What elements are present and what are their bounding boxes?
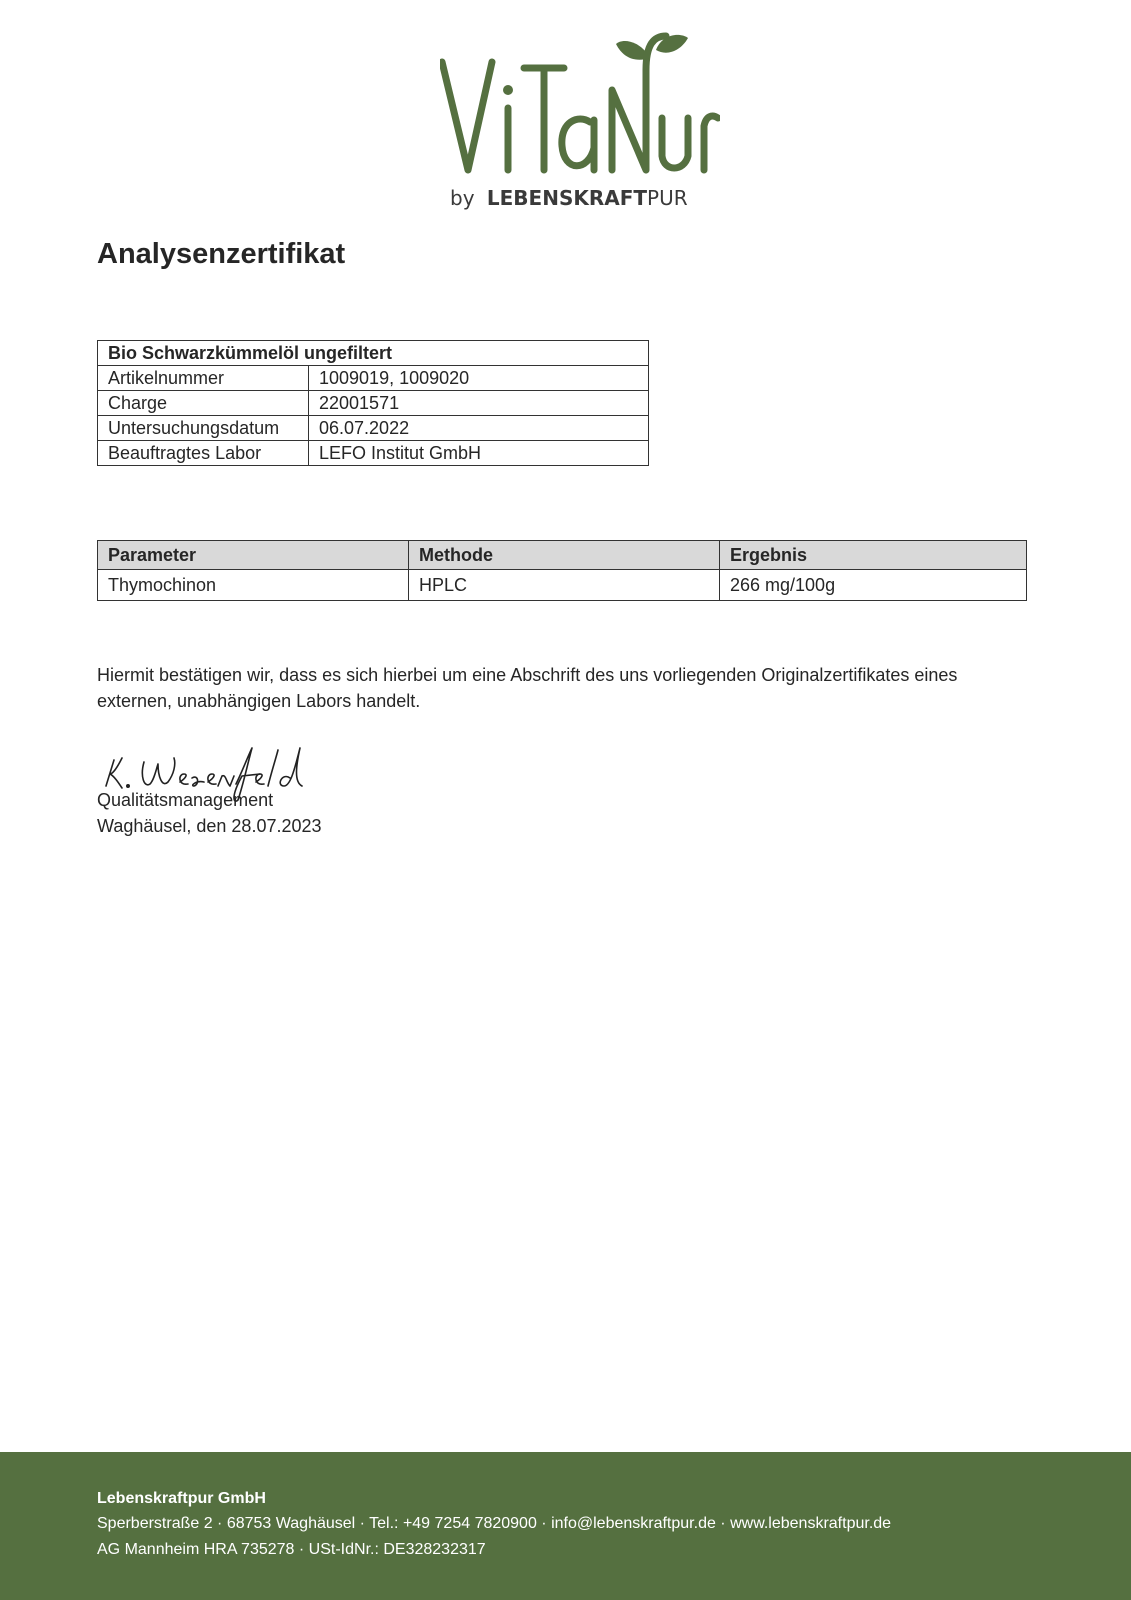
cell-method: HPLC [409, 570, 720, 601]
row-value: LEFO Institut GmbH [309, 441, 649, 466]
product-info-table [97, 340, 649, 466]
table-row [98, 341, 649, 366]
svg-text:by LEBENSKRAFTPUR [450, 186, 688, 210]
table-row [98, 366, 649, 391]
product-name: Bio Schwarzkümmelöl ungefiltert [98, 341, 649, 366]
header-method: Methode [409, 541, 720, 570]
logo-tagline-brand: LEBENSKRAFT [486, 186, 648, 210]
footer-address: Sperberstraße 2 · 68753 Waghäusel · Tel.: +49 7254 7820900 · info@lebenskraftpur.de · www.lebenskraftpur.de [97, 1515, 892, 1532]
header-result: Ergebnis [720, 541, 1027, 570]
cell-result: 266 mg/100g [720, 570, 1027, 601]
row-label: Beauftragtes Labor [98, 441, 309, 466]
place-and-date: Waghäusel, den 28.07.2023 [97, 816, 322, 836]
table-row [98, 416, 649, 441]
row-label: Charge [98, 391, 309, 416]
footer-company: Lebenskraftpur GmbH [97, 1490, 266, 1507]
page-title: Analysenzertifikat [97, 238, 346, 270]
results-table [97, 540, 1027, 601]
footer-register: AG Mannheim HRA 735278 · USt-IdNr.: DE328232317 [97, 1541, 486, 1558]
signatory-role: Qualitätsmanagement [97, 790, 274, 810]
cell-parameter: Thymochinon [98, 570, 409, 601]
row-label: Artikelnummer [98, 366, 309, 391]
footer [0, 1452, 1131, 1600]
table-row [98, 441, 649, 466]
row-value: 22001571 [309, 391, 649, 416]
table-row [98, 570, 1027, 601]
row-value: 1009019, 1009020 [309, 366, 649, 391]
header-parameter: Parameter [98, 541, 409, 570]
vitanur-logo [440, 30, 720, 215]
row-value: 06.07.2022 [309, 416, 649, 441]
table-header-row [98, 541, 1027, 570]
logo-tagline-prefix: by [450, 186, 475, 210]
table-row [98, 391, 649, 416]
confirmation-statement: Hiermit bestätigen wir, dass es sich hierbei um eine Abschrift des uns vorliegenden Originalzertifikates eines externen, unabhängigen Labors handelt. [97, 665, 958, 711]
logo-tagline-suffix: PUR [647, 186, 688, 210]
row-label: Untersuchungsdatum [98, 416, 309, 441]
